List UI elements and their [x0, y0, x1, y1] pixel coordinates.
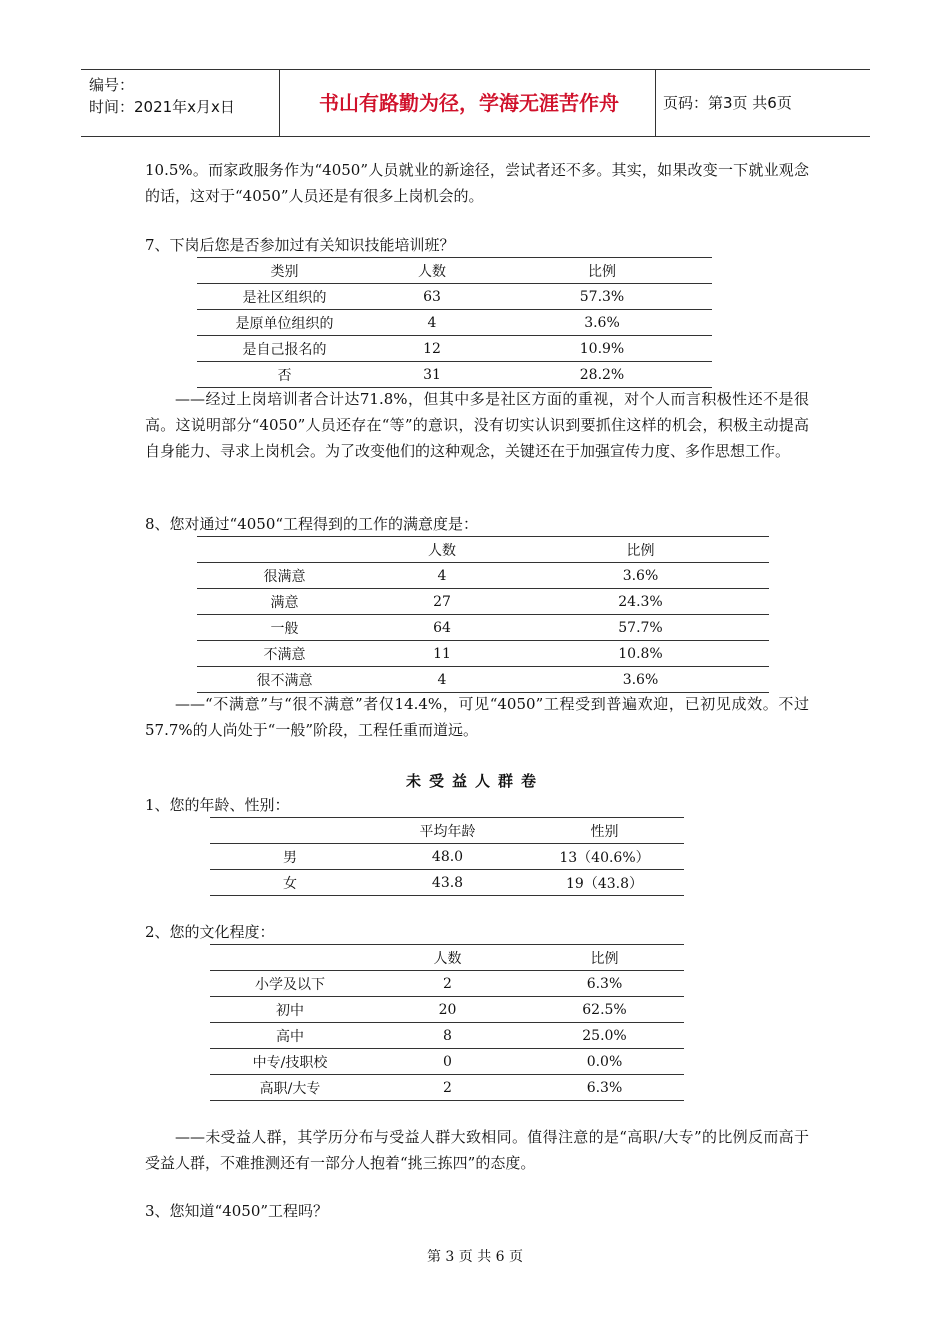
table-row: [210, 870, 684, 896]
table-row: [210, 971, 684, 997]
table-cell: 27: [372, 589, 512, 615]
question-n3: 3、您知道“4050”工程吗？: [145, 1202, 329, 1220]
table-header-cell: 比例: [525, 945, 684, 971]
document-number-label: 编号：: [89, 76, 135, 94]
table-cell: 高中: [210, 1023, 370, 1049]
table-row: [197, 310, 712, 336]
table-cell: 一般: [197, 615, 372, 641]
table-header-row: [197, 537, 769, 563]
table-row: [197, 615, 769, 641]
question-7: 7、下岗后您是否参加过有关知识技能培训班？: [145, 236, 455, 254]
table-cell: 11: [372, 641, 512, 667]
table-header-cell: [210, 945, 370, 971]
table-cell: 6.3%: [525, 1075, 684, 1101]
table-cell: 57.3%: [492, 284, 712, 310]
table-row: [197, 362, 712, 388]
table-cell: 高职/大专: [210, 1075, 370, 1101]
table-cell: 25.0%: [525, 1023, 684, 1049]
q8-comment: ——“不满意”与“很不满意”者仅14.4%，可见“4050”工程受到普遍欢迎，已初见成效。不过57.7%的人尚处于“一般”阶段，工程任重而道远。: [145, 695, 809, 739]
table-cell: 4: [372, 563, 512, 589]
header-motto: 书山有路勤为径，学海无涯苦作舟: [319, 91, 619, 115]
table-row: [197, 336, 712, 362]
table-cell: 小学及以下: [210, 971, 370, 997]
table-row: [197, 563, 769, 589]
page-header: [81, 69, 870, 137]
n1-table: [210, 817, 684, 896]
table-cell: 8: [370, 1023, 525, 1049]
table-cell: 很满意: [197, 563, 372, 589]
table-row: [210, 1075, 684, 1101]
table-cell: 3.6%: [512, 667, 769, 693]
table-cell: 10.9%: [492, 336, 712, 362]
table-cell: 64: [372, 615, 512, 641]
intro-paragraph: 10.5%。而家政服务作为“4050”人员就业的新途径，尝试者还不多。其实，如果改变一下就业观念的话，这对于“4050”人员还是有很多上岗机会的。: [145, 161, 809, 205]
table-cell: 是原单位组织的: [197, 310, 372, 336]
section-title: 未受益人群卷: [405, 772, 544, 790]
n2-comment: ——未受益人群，其学历分布与受益人群大致相同。值得注意的是“高职/大专”的比例反而高于受益人群，不难推测还有一部分人抱着“挑三拣四”的态度。: [145, 1128, 809, 1172]
table-cell: 31: [372, 362, 492, 388]
table-header-cell: 类别: [197, 258, 372, 284]
header-divider: [279, 70, 280, 136]
table-header-cell: 性别: [525, 818, 684, 844]
table-cell: 很不满意: [197, 667, 372, 693]
table-header-cell: [210, 818, 370, 844]
q8-table: [197, 536, 769, 693]
table-row: [210, 844, 684, 870]
table-header-cell: [197, 537, 372, 563]
table-header-cell: 平均年龄: [370, 818, 525, 844]
table-header-cell: 比例: [492, 258, 712, 284]
document-time-label: 时间：2021年x月x日: [89, 98, 235, 116]
table-cell: 2: [370, 971, 525, 997]
table-header-row: [210, 818, 684, 844]
table-header-cell: 人数: [370, 945, 525, 971]
table-cell: 28.2%: [492, 362, 712, 388]
table-cell: 4: [372, 667, 512, 693]
page-footer: 第 3 页 共 6 页: [426, 1249, 524, 1265]
n2-table: [210, 944, 684, 1101]
table-cell: 20: [370, 997, 525, 1023]
table-cell: 不满意: [197, 641, 372, 667]
table-cell: 满意: [197, 589, 372, 615]
table-cell: 中专/技职校: [210, 1049, 370, 1075]
table-cell: 13（40.6%）: [525, 844, 684, 870]
table-cell: 12: [372, 336, 492, 362]
table-row: [197, 641, 769, 667]
table-cell: 62.5%: [525, 997, 684, 1023]
table-cell: 10.8%: [512, 641, 769, 667]
question-n2: 2、您的文化程度：: [145, 923, 275, 941]
table-header-cell: 人数: [372, 537, 512, 563]
table-cell: 男: [210, 844, 370, 870]
q7-comment: ——经过上岗培训者合计达71.8%，但其中多是社区方面的重视，对个人而言积极性还不是很高。这说明部分“4050”人员还存在“等”的意识，没有切实认识到要抓住这样的机会，积极主动提高自身能力、寻求上岗机会。为了改变他们的这种观念，关键还在于加强宣传力度、多作思想工作。: [145, 390, 809, 460]
table-cell: 2: [370, 1075, 525, 1101]
table-cell: 48.0: [370, 844, 525, 870]
table-row: [210, 997, 684, 1023]
table-cell: 0: [370, 1049, 525, 1075]
table-cell: 57.7%: [512, 615, 769, 641]
table-cell: 3.6%: [492, 310, 712, 336]
table-cell: 女: [210, 870, 370, 896]
question-8: 8、您对通过“4050“工程得到的工作的满意度是：: [145, 515, 479, 533]
table-cell: 6.3%: [525, 971, 684, 997]
table-cell: 初中: [210, 997, 370, 1023]
table-cell: 24.3%: [512, 589, 769, 615]
table-cell: 是社区组织的: [197, 284, 372, 310]
table-row: [210, 1023, 684, 1049]
header-meta: [89, 74, 279, 118]
table-cell: 63: [372, 284, 492, 310]
table-cell: 3.6%: [512, 563, 769, 589]
table-header-row: [197, 258, 712, 284]
table-header-cell: 人数: [372, 258, 492, 284]
header-page-number: 页码：第3页 共6页: [663, 94, 792, 112]
table-cell: 43.8: [370, 870, 525, 896]
table-cell: 19（43.8）: [525, 870, 684, 896]
header-divider: [655, 70, 656, 136]
table-row: [197, 667, 769, 693]
table-header-cell: 比例: [512, 537, 769, 563]
question-n1: 1、您的年龄、性别：: [145, 796, 290, 814]
table-header-row: [210, 945, 684, 971]
table-row: [210, 1049, 684, 1075]
table-cell: 0.0%: [525, 1049, 684, 1075]
q7-table: [197, 257, 712, 388]
table-cell: 是自己报名的: [197, 336, 372, 362]
table-row: [197, 589, 769, 615]
table-row: [197, 284, 712, 310]
table-cell: 否: [197, 362, 372, 388]
table-cell: 4: [372, 310, 492, 336]
